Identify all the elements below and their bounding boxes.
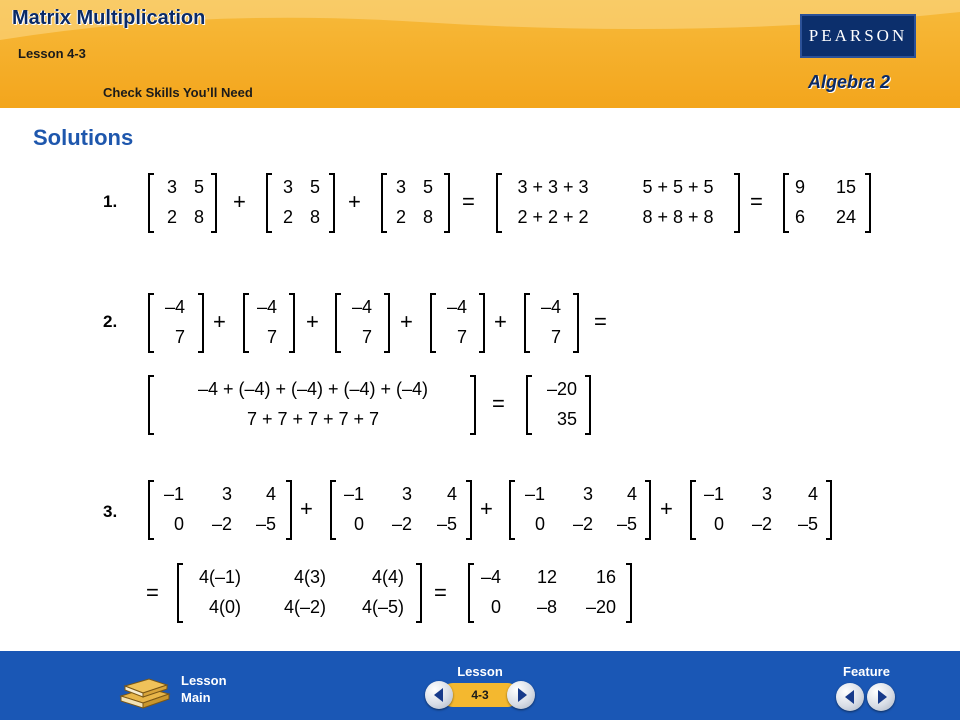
bracket-right bbox=[384, 293, 390, 353]
bracket-left bbox=[177, 563, 183, 623]
equals-sign: = bbox=[750, 189, 763, 214]
bracket-right bbox=[289, 293, 295, 353]
matrix-cell: 2 bbox=[282, 207, 294, 227]
bracket-left bbox=[330, 480, 336, 540]
matrix-cell: 7 + 7 + 7 + 7 + 7 bbox=[246, 409, 380, 429]
matrix-cell: 4 bbox=[807, 484, 818, 504]
result-cell: 6 bbox=[794, 207, 806, 227]
matrix-cell: –5 bbox=[255, 514, 276, 534]
bracket-right bbox=[444, 173, 450, 233]
bracket-right bbox=[198, 293, 204, 353]
bracket-right bbox=[466, 480, 472, 540]
matrix-cell: –5 bbox=[436, 514, 457, 534]
matrix-cell: 4(–2) bbox=[283, 597, 326, 617]
matrix-cell: 3 bbox=[582, 484, 593, 504]
arrow-left-icon bbox=[434, 688, 443, 702]
matrix-cell: 2 bbox=[166, 207, 178, 227]
matrix-cell: 5 bbox=[193, 177, 205, 197]
bracket-right bbox=[734, 173, 740, 233]
matrix-cell: –1 bbox=[343, 484, 364, 504]
bracket-right bbox=[826, 480, 832, 540]
matrix-cell: 7 bbox=[174, 327, 185, 347]
matrix-cell: 8 bbox=[309, 207, 321, 227]
result-cell: –4 bbox=[480, 567, 501, 587]
bracket-right bbox=[416, 563, 422, 623]
bracket-right bbox=[626, 563, 632, 623]
plus-sign: + bbox=[348, 189, 361, 214]
lesson-label: Lesson 4-3 bbox=[18, 46, 86, 61]
lesson-main-link[interactable] bbox=[181, 672, 227, 706]
matrix-cell: 5 bbox=[422, 177, 434, 197]
lesson-main-label: Main bbox=[181, 690, 211, 705]
problem-number: 2. bbox=[103, 312, 118, 331]
matrix-cell: 3 bbox=[282, 177, 294, 197]
bracket-left bbox=[524, 293, 530, 353]
bracket-right bbox=[211, 173, 217, 233]
matrix-cell: 2 + 2 + 2 bbox=[517, 207, 589, 227]
matrix-cell: –2 bbox=[211, 514, 232, 534]
arrow-left-icon bbox=[845, 690, 854, 704]
result-cell: 12 bbox=[536, 567, 557, 587]
arrow-right-icon bbox=[518, 688, 527, 702]
matrix-cell: 0 bbox=[713, 514, 724, 534]
matrix-cell: 7 bbox=[361, 327, 372, 347]
equals-sign: = bbox=[434, 580, 447, 605]
matrix-cell: 8 bbox=[193, 207, 205, 227]
matrix-cell: 4(–5) bbox=[361, 597, 404, 617]
matrix-cell: 5 bbox=[309, 177, 321, 197]
matrix-cell: 4 bbox=[626, 484, 637, 504]
lesson-next-button[interactable] bbox=[507, 681, 535, 709]
matrix-cell: –5 bbox=[797, 514, 818, 534]
matrix-cell: 4 bbox=[446, 484, 457, 504]
bracket-left bbox=[243, 293, 249, 353]
matrix-cell: –4 bbox=[446, 297, 467, 317]
bracket-left bbox=[496, 173, 502, 233]
bracket-left bbox=[783, 173, 789, 233]
matrix-cell: 3 bbox=[166, 177, 178, 197]
bracket-left bbox=[381, 173, 387, 233]
bracket-left bbox=[509, 480, 515, 540]
bracket-right bbox=[286, 480, 292, 540]
plus-sign: + bbox=[400, 309, 413, 334]
matrix-cell: 3 + 3 + 3 bbox=[517, 177, 589, 197]
result-cell: 9 bbox=[794, 177, 806, 197]
bracket-left bbox=[266, 173, 272, 233]
arrow-right-icon bbox=[878, 690, 887, 704]
matrix-cell: –4 + (–4) + (–4) + (–4) + (–4) bbox=[197, 379, 429, 399]
matrix-cell: 0 bbox=[173, 514, 184, 534]
plus-sign: + bbox=[660, 496, 673, 521]
plus-sign: + bbox=[306, 309, 319, 334]
feature-prev-button[interactable] bbox=[836, 683, 864, 711]
result-cell: 15 bbox=[835, 177, 857, 197]
books-icon[interactable] bbox=[117, 668, 173, 710]
bracket-left bbox=[148, 480, 154, 540]
lesson-main-label: Lesson bbox=[181, 673, 227, 688]
matrix-cell: 3 bbox=[395, 177, 407, 197]
matrix-cell: 7 bbox=[550, 327, 561, 347]
matrix-cell: 3 bbox=[221, 484, 232, 504]
bracket-left bbox=[335, 293, 341, 353]
bracket-left bbox=[148, 375, 154, 435]
matrix-cell: –4 bbox=[164, 297, 185, 317]
bracket-left bbox=[148, 293, 154, 353]
matrix-cell: 4(–1) bbox=[198, 567, 241, 587]
result-cell: 0 bbox=[490, 597, 501, 617]
matrix-cell: 7 bbox=[456, 327, 467, 347]
matrix-cell: –1 bbox=[703, 484, 724, 504]
plus-sign: + bbox=[480, 496, 493, 521]
matrix-cell: 0 bbox=[353, 514, 364, 534]
equals-sign: = bbox=[462, 189, 475, 214]
matrix-cell: 4(3) bbox=[293, 567, 326, 587]
equals-sign: = bbox=[492, 391, 505, 416]
matrix-cell: –5 bbox=[616, 514, 637, 534]
matrix-cell: –2 bbox=[751, 514, 772, 534]
result-cell: 35 bbox=[556, 409, 577, 429]
bracket-right bbox=[479, 293, 485, 353]
result-cell: –20 bbox=[546, 379, 577, 399]
matrix-cell: 7 bbox=[266, 327, 277, 347]
plus-sign: + bbox=[494, 309, 507, 334]
bracket-right bbox=[645, 480, 651, 540]
lesson-nav-label: Lesson bbox=[457, 664, 503, 679]
equals-sign: = bbox=[146, 580, 159, 605]
result-cell: –8 bbox=[536, 597, 557, 617]
bracket-right bbox=[470, 375, 476, 435]
problem-number: 3. bbox=[103, 502, 118, 521]
matrix-cell: 4 bbox=[265, 484, 276, 504]
plus-sign: + bbox=[233, 189, 246, 214]
plus-sign: + bbox=[213, 309, 226, 334]
bracket-left bbox=[526, 375, 532, 435]
matrix-cell: 4(0) bbox=[208, 597, 241, 617]
matrix-cell: 0 bbox=[534, 514, 545, 534]
bracket-right bbox=[573, 293, 579, 353]
matrix-cell: 2 bbox=[395, 207, 407, 227]
matrix-cell: –4 bbox=[540, 297, 561, 317]
matrix-cell: –4 bbox=[351, 297, 372, 317]
matrix-cell: –2 bbox=[572, 514, 593, 534]
matrix-cell: 8 bbox=[422, 207, 434, 227]
matrix-cell: –2 bbox=[391, 514, 412, 534]
matrix-cell: 4(4) bbox=[371, 567, 404, 587]
bracket-left bbox=[690, 480, 696, 540]
result-cell: 16 bbox=[595, 567, 616, 587]
course-title: Algebra 2 bbox=[808, 72, 891, 92]
bracket-right bbox=[585, 375, 591, 435]
bracket-left bbox=[468, 563, 474, 623]
matrix-cell: 8 + 8 + 8 bbox=[642, 207, 714, 227]
matrix-cell: –1 bbox=[524, 484, 545, 504]
plus-sign: + bbox=[300, 496, 313, 521]
bracket-left bbox=[148, 173, 154, 233]
bracket-right bbox=[329, 173, 335, 233]
bracket-left bbox=[430, 293, 436, 353]
matrix-cell: 3 bbox=[761, 484, 772, 504]
problem-number: 1. bbox=[103, 192, 118, 211]
solutions-heading: Solutions bbox=[33, 125, 134, 150]
section-label: Check Skills You’ll Need bbox=[103, 85, 253, 100]
matrix-cell: 5 + 5 + 5 bbox=[642, 177, 714, 197]
feature-nav-label: Feature bbox=[843, 664, 890, 679]
matrix-cell: –1 bbox=[163, 484, 184, 504]
result-cell: 24 bbox=[835, 207, 857, 227]
equals-sign: = bbox=[594, 309, 607, 334]
lesson-number: 4-3 bbox=[471, 688, 489, 702]
bracket-right bbox=[865, 173, 871, 233]
result-cell: –20 bbox=[585, 597, 616, 617]
matrix-cell: –4 bbox=[256, 297, 277, 317]
lesson-prev-button[interactable] bbox=[425, 681, 453, 709]
pearson-logo: PEARSON bbox=[800, 14, 916, 58]
feature-next-button[interactable] bbox=[867, 683, 895, 711]
page-title: Matrix Multiplication bbox=[12, 7, 206, 29]
matrix-cell: 3 bbox=[401, 484, 412, 504]
